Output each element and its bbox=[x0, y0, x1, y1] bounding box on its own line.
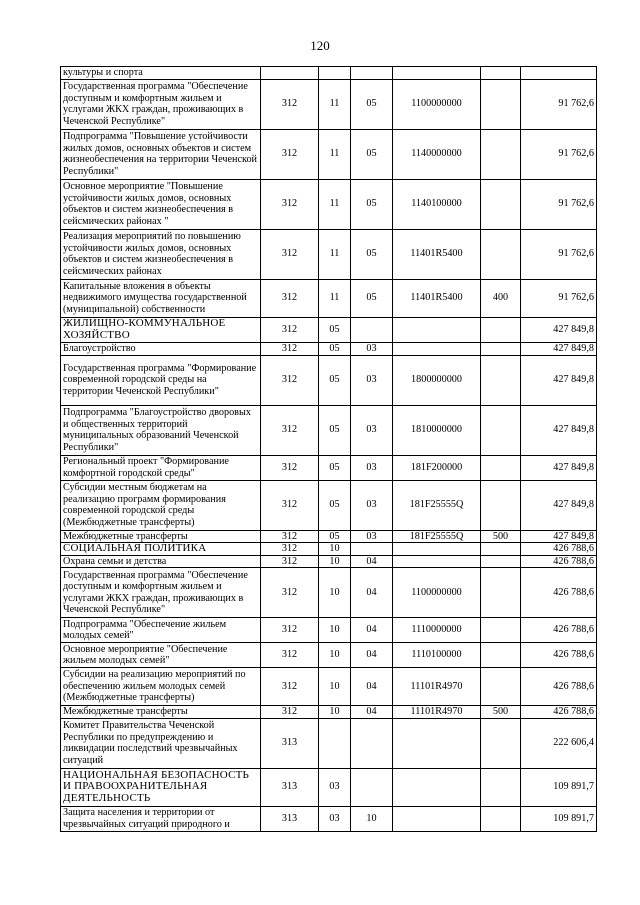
row-subsection-cell: 03 bbox=[351, 405, 393, 455]
row-section-cell: 05 bbox=[319, 455, 351, 480]
table-row bbox=[61, 229, 597, 279]
table-row bbox=[61, 355, 597, 405]
row-ved-cell: 312 bbox=[261, 405, 319, 455]
row-subsection-cell: 04 bbox=[351, 555, 393, 568]
row-ved-cell: 312 bbox=[261, 342, 319, 355]
row-amount-cell: 427 849,8 bbox=[521, 455, 597, 480]
row-section-cell: 05 bbox=[319, 342, 351, 355]
row-name-cell: Реализация мероприятий по повышению устойчивости жилых домов, основных объектов и систем жизнеобеспечения в сейсмических районах bbox=[61, 229, 261, 279]
row-amount-cell: 426 788,6 bbox=[521, 618, 597, 643]
row-amount-cell: 91 762,6 bbox=[521, 279, 597, 317]
row-subsection-cell: 04 bbox=[351, 568, 393, 618]
row-name-cell: Государственная программа "Обеспечение доступным и комфортным жильем и услугами ЖКХ граждан, проживающих в Чеченской Республике" bbox=[61, 79, 261, 129]
row-subsection-cell bbox=[351, 543, 393, 556]
row-target-code-cell: 11401R5400 bbox=[393, 279, 481, 317]
row-expense-type-cell bbox=[481, 555, 521, 568]
row-target-code-cell: 1140100000 bbox=[393, 179, 481, 229]
row-target-code-cell: 1110100000 bbox=[393, 643, 481, 668]
row-target-code-cell bbox=[393, 67, 481, 80]
row-target-code-cell bbox=[393, 806, 481, 831]
table-row bbox=[61, 768, 597, 806]
row-amount-cell: 109 891,7 bbox=[521, 806, 597, 831]
row-expense-type-cell bbox=[481, 355, 521, 405]
row-name-cell: Защита населения и территории от чрезвычайных ситуаций природного и bbox=[61, 806, 261, 831]
row-name-cell: Субсидии на реализацию мероприятий по обеспечению жильем молодых семей (Межбюджетные трансферты) bbox=[61, 668, 261, 706]
row-ved-cell: 312 bbox=[261, 706, 319, 719]
row-amount-cell: 426 788,6 bbox=[521, 555, 597, 568]
table-row bbox=[61, 718, 597, 768]
row-target-code-cell: 11101R4970 bbox=[393, 668, 481, 706]
row-name-cell: НАЦИОНАЛЬНАЯ БЕЗОПАСНОСТЬ И ПРАВООХРАНИТЕЛЬНАЯ ДЕЯТЕЛЬНОСТЬ bbox=[61, 768, 261, 806]
table-row bbox=[61, 618, 597, 643]
row-expense-type-cell bbox=[481, 668, 521, 706]
table-row bbox=[61, 317, 597, 342]
row-target-code-cell: 1810000000 bbox=[393, 405, 481, 455]
table-row bbox=[61, 706, 597, 719]
row-target-code-cell bbox=[393, 543, 481, 556]
row-amount-cell: 427 849,8 bbox=[521, 342, 597, 355]
row-expense-type-cell: 500 bbox=[481, 530, 521, 543]
row-ved-cell: 312 bbox=[261, 618, 319, 643]
row-ved-cell: 312 bbox=[261, 668, 319, 706]
row-name-cell: Государственная программа "Обеспечение доступным и комфортным жильем и услугами ЖКХ граждан, проживающих в Чеченской Республике" bbox=[61, 568, 261, 618]
row-expense-type-cell bbox=[481, 79, 521, 129]
row-section-cell: 05 bbox=[319, 355, 351, 405]
row-subsection-cell: 05 bbox=[351, 279, 393, 317]
row-subsection-cell: 03 bbox=[351, 480, 393, 530]
row-expense-type-cell: 500 bbox=[481, 706, 521, 719]
row-target-code-cell: 11101R4970 bbox=[393, 706, 481, 719]
row-section-cell: 03 bbox=[319, 768, 351, 806]
row-ved-cell: 312 bbox=[261, 568, 319, 618]
row-amount-cell: 427 849,8 bbox=[521, 530, 597, 543]
row-expense-type-cell bbox=[481, 129, 521, 179]
row-expense-type-cell bbox=[481, 342, 521, 355]
row-name-cell: Региональный проект "Формирование комфортной городской среды" bbox=[61, 455, 261, 480]
table-row bbox=[61, 806, 597, 831]
row-section-cell: 11 bbox=[319, 229, 351, 279]
row-ved-cell: 312 bbox=[261, 179, 319, 229]
row-expense-type-cell bbox=[481, 806, 521, 831]
row-name-cell: Подпрограмма "Обеспечение жильем молодых семей" bbox=[61, 618, 261, 643]
row-subsection-cell: 04 bbox=[351, 668, 393, 706]
table-row bbox=[61, 129, 597, 179]
row-target-code-cell: 1140000000 bbox=[393, 129, 481, 179]
row-target-code-cell bbox=[393, 718, 481, 768]
row-expense-type-cell bbox=[481, 179, 521, 229]
row-amount-cell bbox=[521, 67, 597, 80]
row-name-cell: СОЦИАЛЬНАЯ ПОЛИТИКА bbox=[61, 543, 261, 556]
row-amount-cell: 222 606,4 bbox=[521, 718, 597, 768]
row-name-cell: Комитет Правительства Чеченской Республики по предупреждению и ликвидации последствий чрезвычайных ситуаций bbox=[61, 718, 261, 768]
row-amount-cell: 426 788,6 bbox=[521, 706, 597, 719]
row-section-cell: 11 bbox=[319, 179, 351, 229]
row-section-cell: 10 bbox=[319, 618, 351, 643]
row-name-cell: Охрана семьи и детства bbox=[61, 555, 261, 568]
row-amount-cell: 91 762,6 bbox=[521, 79, 597, 129]
table-row bbox=[61, 405, 597, 455]
row-expense-type-cell bbox=[481, 618, 521, 643]
row-section-cell: 10 bbox=[319, 555, 351, 568]
row-subsection-cell: 05 bbox=[351, 129, 393, 179]
row-section-cell: 10 bbox=[319, 668, 351, 706]
row-name-cell: Подпрограмма "Повышение устойчивости жилых домов, основных объектов и систем жизнеобеспечения на территории Чеченской Республики" bbox=[61, 129, 261, 179]
row-target-code-cell bbox=[393, 768, 481, 806]
row-amount-cell: 426 788,6 bbox=[521, 543, 597, 556]
budget-table bbox=[60, 66, 597, 832]
row-target-code-cell: 1110000000 bbox=[393, 618, 481, 643]
row-name-cell: культуры и спорта bbox=[61, 67, 261, 80]
row-target-code-cell: 181F25555Q bbox=[393, 480, 481, 530]
row-amount-cell: 91 762,6 bbox=[521, 179, 597, 229]
row-ved-cell: 312 bbox=[261, 355, 319, 405]
row-target-code-cell: 181F200000 bbox=[393, 455, 481, 480]
row-section-cell: 10 bbox=[319, 568, 351, 618]
row-target-code-cell bbox=[393, 342, 481, 355]
row-ved-cell: 312 bbox=[261, 279, 319, 317]
row-ved-cell: 312 bbox=[261, 79, 319, 129]
row-target-code-cell bbox=[393, 317, 481, 342]
table-row bbox=[61, 555, 597, 568]
table-row bbox=[61, 480, 597, 530]
row-subsection-cell: 05 bbox=[351, 79, 393, 129]
row-expense-type-cell bbox=[481, 718, 521, 768]
row-subsection-cell: 03 bbox=[351, 355, 393, 405]
row-target-code-cell bbox=[393, 555, 481, 568]
row-amount-cell: 426 788,6 bbox=[521, 668, 597, 706]
row-expense-type-cell bbox=[481, 455, 521, 480]
row-name-cell: Подпрограмма "Благоустройство дворовых и общественных территорий муниципальных образований Чеченской Республики" bbox=[61, 405, 261, 455]
row-target-code-cell: 1100000000 bbox=[393, 79, 481, 129]
row-target-code-cell: 181F25555Q bbox=[393, 530, 481, 543]
row-name-cell: Субсидии местным бюджетам на реализацию программ формирования современной городской среды (Межбюджетные трансферты) bbox=[61, 480, 261, 530]
row-expense-type-cell bbox=[481, 229, 521, 279]
row-ved-cell: 312 bbox=[261, 455, 319, 480]
table-row bbox=[61, 179, 597, 229]
row-subsection-cell: 03 bbox=[351, 455, 393, 480]
row-ved-cell: 312 bbox=[261, 129, 319, 179]
table-body bbox=[61, 67, 597, 832]
row-section-cell bbox=[319, 67, 351, 80]
row-expense-type-cell: 400 bbox=[481, 279, 521, 317]
row-target-code-cell: 11401R5400 bbox=[393, 229, 481, 279]
row-section-cell bbox=[319, 718, 351, 768]
row-section-cell: 10 bbox=[319, 643, 351, 668]
row-section-cell: 05 bbox=[319, 530, 351, 543]
row-amount-cell: 427 849,8 bbox=[521, 355, 597, 405]
row-subsection-cell bbox=[351, 317, 393, 342]
row-ved-cell: 312 bbox=[261, 543, 319, 556]
row-amount-cell: 427 849,8 bbox=[521, 405, 597, 455]
table-row bbox=[61, 67, 597, 80]
row-section-cell: 10 bbox=[319, 543, 351, 556]
table-row bbox=[61, 643, 597, 668]
row-name-cell: Основное мероприятие "Повышение устойчивости жилых домов, основных объектов и систем жизнеобеспечения в сейсмических районах " bbox=[61, 179, 261, 229]
row-subsection-cell: 10 bbox=[351, 806, 393, 831]
row-amount-cell: 427 849,8 bbox=[521, 480, 597, 530]
page-number: 120 bbox=[310, 38, 330, 53]
row-expense-type-cell bbox=[481, 405, 521, 455]
row-ved-cell: 312 bbox=[261, 229, 319, 279]
row-name-cell: Межбюджетные трансферты bbox=[61, 530, 261, 543]
row-ved-cell: 312 bbox=[261, 643, 319, 668]
table-row bbox=[61, 79, 597, 129]
row-ved-cell: 312 bbox=[261, 480, 319, 530]
row-expense-type-cell bbox=[481, 643, 521, 668]
row-ved-cell bbox=[261, 67, 319, 80]
table-row bbox=[61, 530, 597, 543]
row-target-code-cell: 1100000000 bbox=[393, 568, 481, 618]
row-amount-cell: 109 891,7 bbox=[521, 768, 597, 806]
row-subsection-cell bbox=[351, 768, 393, 806]
row-section-cell: 11 bbox=[319, 79, 351, 129]
row-section-cell: 05 bbox=[319, 317, 351, 342]
row-expense-type-cell bbox=[481, 480, 521, 530]
table-row bbox=[61, 342, 597, 355]
row-expense-type-cell bbox=[481, 768, 521, 806]
table-row bbox=[61, 543, 597, 556]
row-subsection-cell: 03 bbox=[351, 342, 393, 355]
row-section-cell: 11 bbox=[319, 279, 351, 317]
row-expense-type-cell bbox=[481, 568, 521, 618]
row-amount-cell: 426 788,6 bbox=[521, 643, 597, 668]
row-name-cell: Капитальные вложения в объекты недвижимого имущества государственной (муниципальной) собственности bbox=[61, 279, 261, 317]
row-amount-cell: 91 762,6 bbox=[521, 129, 597, 179]
row-ved-cell: 312 bbox=[261, 530, 319, 543]
row-ved-cell: 312 bbox=[261, 555, 319, 568]
table-row bbox=[61, 455, 597, 480]
row-section-cell: 03 bbox=[319, 806, 351, 831]
row-amount-cell: 427 849,8 bbox=[521, 317, 597, 342]
row-subsection-cell: 04 bbox=[351, 706, 393, 719]
row-amount-cell: 426 788,6 bbox=[521, 568, 597, 618]
row-target-code-cell: 1800000000 bbox=[393, 355, 481, 405]
row-name-cell: ЖИЛИЩНО-КОММУНАЛЬНОЕ ХОЗЯЙСТВО bbox=[61, 317, 261, 342]
row-name-cell: Государственная программа "Формирование современной городской среды на территории Чеченской Республики" bbox=[61, 355, 261, 405]
row-section-cell: 11 bbox=[319, 129, 351, 179]
table-row bbox=[61, 279, 597, 317]
row-subsection-cell bbox=[351, 67, 393, 80]
row-expense-type-cell bbox=[481, 67, 521, 80]
row-section-cell: 10 bbox=[319, 706, 351, 719]
row-amount-cell: 91 762,6 bbox=[521, 229, 597, 279]
row-section-cell: 05 bbox=[319, 405, 351, 455]
row-ved-cell: 313 bbox=[261, 718, 319, 768]
row-expense-type-cell bbox=[481, 543, 521, 556]
row-subsection-cell: 05 bbox=[351, 179, 393, 229]
row-subsection-cell bbox=[351, 718, 393, 768]
row-ved-cell: 313 bbox=[261, 768, 319, 806]
table-row bbox=[61, 568, 597, 618]
row-expense-type-cell bbox=[481, 317, 521, 342]
table-row bbox=[61, 668, 597, 706]
row-subsection-cell: 04 bbox=[351, 643, 393, 668]
row-ved-cell: 313 bbox=[261, 806, 319, 831]
row-subsection-cell: 04 bbox=[351, 618, 393, 643]
row-ved-cell: 312 bbox=[261, 317, 319, 342]
row-name-cell: Основное мероприятие "Обеспечение жильем молодых семей" bbox=[61, 643, 261, 668]
row-section-cell: 05 bbox=[319, 480, 351, 530]
row-subsection-cell: 05 bbox=[351, 229, 393, 279]
row-subsection-cell: 03 bbox=[351, 530, 393, 543]
row-name-cell: Благоустройство bbox=[61, 342, 261, 355]
row-name-cell: Межбюджетные трансферты bbox=[61, 706, 261, 719]
